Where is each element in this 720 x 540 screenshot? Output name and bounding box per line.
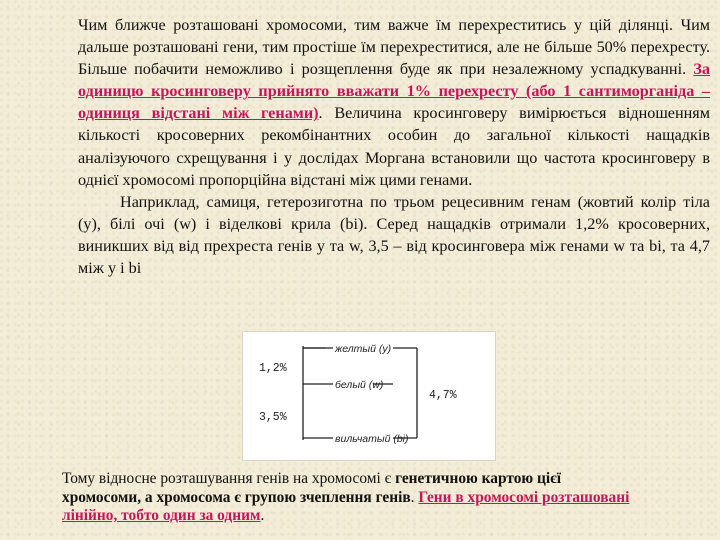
gene-y-label: желтый (y) xyxy=(335,343,392,355)
dist-y-bi-label: 4,7% xyxy=(429,389,457,402)
gene-bi-label: вильчатый (bi) xyxy=(335,433,409,445)
conclusion-linear-genes: Гени в хромосомі розташовані лінійно, тобто один за одним xyxy=(62,488,630,524)
chromosome-map-figure xyxy=(242,331,496,461)
conclusion-bold: генетичною картою цієї хромосоми, а хромосома є групою зчеплення генів xyxy=(62,470,562,506)
crossover-unit-definition: За одиницю кросинговеру прийнято вважати 1% перехресту (або 1 сантиморганіда – одиниця відстані між генами) xyxy=(78,60,710,123)
main-paragraph xyxy=(78,14,710,279)
gene-w-label: белый (w) xyxy=(335,379,384,391)
chromosome-map-diagram xyxy=(243,332,495,460)
dist-y-w-label: 1,2% xyxy=(259,362,287,375)
dist-w-bi-label: 3,5% xyxy=(259,411,287,424)
conclusion-text-2: . xyxy=(410,488,419,506)
paragraph-text-1-end: . Величина кросинговеру вимірюється відношенням кількості кросоверних рекомбінантних особин до загальної кількості нащадків аналізуючого схрещування і у дослідах Моргана встановили що частота кросинговеру в однієї хромосомі пропорційна відстані між цими генами. xyxy=(78,104,710,189)
paragraph-text-1: Чим ближче розташовані хромосоми, тим важче їм перехреститись у цій ділянці. Чим дальше розташовані гени, тим простіше їм перехреститися, але не більше 50% перехресту. Більше побачити неможливо і розщеплення буде як при незалежному успадкуванні. xyxy=(78,16,710,79)
conclusion-paragraph xyxy=(62,470,642,526)
conclusion-text-3: . xyxy=(260,507,265,524)
conclusion-text-1: Тому відносне розташування генів на хромосомі є xyxy=(62,470,396,487)
paragraph-text-2: Наприклад, самиця, гетерозиготна по трьом рецесивним генам (жовтий колір тіла (y), білі очі (w) і віделкові крила (bi). Серед нащадків отримали 1,2% кросоверних, виникших від від прехреста генів y та w, 3,5 – від кросинговера між генами w та bi, та 4,7 між y і bi xyxy=(78,192,710,278)
